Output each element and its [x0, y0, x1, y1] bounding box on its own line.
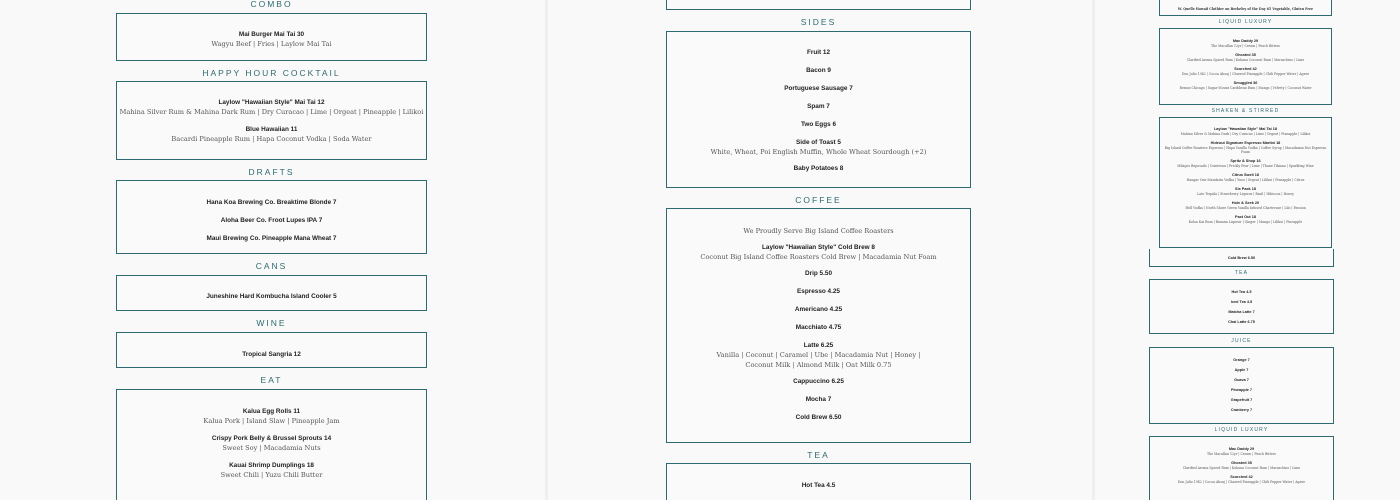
drafts-box [116, 180, 427, 254]
item-name: Latte 6.25 [803, 342, 834, 349]
menu-item: Aloha Beer Co. Froot Lupes IPA 7 [220, 217, 323, 224]
cold-brew-box [1149, 249, 1334, 267]
menu-item [1160, 81, 1331, 90]
menu-item: Tropical Sangria 12 [242, 351, 301, 358]
menu-item [1150, 447, 1333, 456]
menu-item [1160, 127, 1331, 136]
item-name: Crispy Pork Belly & Brussel Sprouts 14 [211, 435, 332, 442]
item-name: Laylow "Hawaiian Style" Cold Brew 8 [762, 244, 875, 251]
section-title-happy-hour: HAPPY HOUR COCKTAIL [202, 68, 341, 78]
menu-page-2 [548, 0, 1092, 500]
section-title-combo: COMBO [250, 0, 293, 9]
item-name: Pact Out 18 [1235, 215, 1256, 219]
coffee-intro: We Proudly Serve Big Island Coffee Roasters [743, 227, 894, 235]
section-title-drafts: DRAFTS [248, 167, 295, 177]
menu-page-4 [1095, 249, 1400, 500]
menu-item [1150, 461, 1333, 470]
item-name: Kauai Shrimp Dumplings 18 [229, 462, 314, 469]
item-name: Hideout Signature Espresso Martini 18 [1210, 141, 1281, 145]
section-title-cans: CANS [255, 261, 288, 271]
item-desc: Vanilla | Coconut | Caramel | Ube | Macadamia Nut | Honey | [716, 351, 921, 359]
item-desc: Hell Vodka | North Shore Green Vanilla Infused Chartreuse | Lilo | Passion [1185, 206, 1306, 210]
item-desc: Kalua Pork | Island Slaw | Pineapple Jam [203, 417, 340, 425]
tea-box [666, 463, 971, 500]
coffee-box [666, 208, 971, 443]
wine-box [116, 332, 427, 368]
menu-item [1160, 201, 1331, 210]
section-title-tea: TEA [807, 450, 830, 460]
item-desc: Clarified Aroma Spiced Rum | Kohana Coconut Rum | Maraschino | Lime [1186, 58, 1305, 62]
item-desc: Mahina Silver Rum & Mahina Dark Rum | Dry Curacao | Lime | Orgeat | Pineapple | Lilikoi [119, 108, 424, 116]
top-box [1159, 0, 1332, 16]
item-desc: Coconut Milk | Almond Milk | Oat Milk 0.75 [745, 361, 892, 369]
menu-item [117, 31, 426, 48]
menu-item: Hot Tea 4.5 [1231, 290, 1252, 294]
menu-item: Baby Potatoes 8 [793, 165, 844, 172]
item-desc: Sweet Soy | Macadamia Nuts [222, 444, 321, 452]
menu-item [117, 462, 426, 479]
menu-item [1160, 141, 1331, 154]
menu-item: Espresso 4.25 [797, 288, 840, 295]
menu-item [1150, 475, 1333, 484]
section-title-tea: TEA [1234, 270, 1249, 276]
item-desc: The Macallan 12yr | Cream | Peach Bitters [1207, 452, 1276, 456]
section-title-shaken-stirred: SHAKEN & STIRRED [1211, 108, 1280, 114]
item-name: Six Pack 18 [1235, 187, 1256, 191]
juice-box [1149, 347, 1334, 424]
section-title-liquid-luxury-2: LIQUID LUXURY [1214, 427, 1269, 433]
item-name: Laylow "Hawaiian Style" Mai Tai 18 [1213, 127, 1278, 131]
menu-item [1160, 67, 1331, 76]
item-desc: Hangar One Mandarin Vodka | Yuzu | Orgeat | Lilikoi | Pineapple | Citrus [1186, 178, 1305, 182]
previous-section-box [666, 0, 971, 10]
item-desc: Coconut Big Island Coffee Roasters Cold Brew | Macadamia Nut Foam [700, 253, 937, 261]
menu-item [667, 342, 970, 369]
item-desc: White, Wheat, Poi English Muffin, Whole Wheat Sourdough (+2) [710, 148, 927, 156]
item-name: Kalua Egg Rolls 11 [242, 408, 301, 415]
menu-item: Pineapple 7 [1230, 388, 1253, 392]
item-desc: Bacardi Pineapple Rum | Hapa Coconut Vodka | Soda Water [171, 135, 372, 143]
item-name: Mac Daddy 29 [1232, 39, 1259, 43]
item-desc: Mahina Silver & Mahina Dark | Dry Curacao | Lime | Orgeat | Pineapple | Lilikoi [1180, 132, 1311, 136]
item-name: Blue Hawaiian 11 [245, 126, 298, 133]
shaken-stirred-box [1159, 117, 1332, 248]
item-name: Scorched 42 [1234, 67, 1257, 71]
item-name: Mai Burger Mai Tai 30 [238, 31, 305, 38]
menu-item: Macchiato 4.75 [795, 324, 842, 331]
menu-item: Grapefruit 7 [1230, 398, 1253, 402]
item-desc: Clarified Aroma Spiced Rum | Kohana Coconut Rum | Maraschino | Lime [1182, 466, 1301, 470]
menu-item: Hot Tea 4.5 [801, 482, 836, 489]
menu-item [117, 435, 426, 452]
item-name: Side of Toast 5 [796, 139, 841, 146]
menu-item: Cappuccino 6.25 [793, 378, 844, 385]
section-title-coffee: COFFEE [795, 195, 842, 205]
eat-box [116, 389, 427, 500]
menu-item: Chai Latte 6.75 [1228, 320, 1255, 324]
section-title-wine: WINE [256, 318, 287, 328]
item-desc: Don Julio 1942 | Cocoa Ahoaj | Charred Pineapple | Chili Pepper Water | Agave [1181, 72, 1310, 76]
menu-item: Matcha Latte 7 [1228, 310, 1255, 314]
section-title-liquid-luxury: LIQUID LUXURY [1218, 19, 1273, 25]
liquid-luxury-box [1159, 28, 1332, 105]
menu-item: Iced Tea 4.5 [1230, 300, 1253, 304]
menu-item: Two Eggs 6 [800, 121, 837, 128]
menu-item: Cold Brew 6.50 [795, 414, 842, 421]
item-name: Mac Daddy 29 [1228, 447, 1255, 451]
menu-item [1160, 53, 1331, 62]
item-desc: Big Island Coffee Roasters Espresso | Hapa Vanilla Vodka | Coffee Syrup | Macadamia Nut Espresso Foam [1164, 146, 1327, 154]
item-name: Spritz & Shop 16 [1230, 159, 1261, 163]
combo-box [116, 13, 427, 61]
item-desc: The Macallan 12yr | Cream | Peach Bitters [1211, 44, 1280, 48]
menu-item [1160, 173, 1331, 182]
menu-item [117, 126, 426, 143]
menu-item: Spam 7 [807, 103, 830, 110]
sides-box [666, 31, 971, 188]
item-name: Hole & Seek 20 [1231, 201, 1260, 205]
item-desc: Remus Chicago | Sugar Mount Caribbean Rum | Mango | Velvety | Coconut Water [1179, 86, 1312, 90]
menu-page-1 [0, 0, 545, 500]
menu-item: Guava 7 [1234, 378, 1249, 382]
top-line: W. Quelle Hawaii Clothier on Berkeley of the Day 65 Vegetable, Gluten Free [1177, 7, 1314, 11]
menu-item: Maui Brewing Co. Pineapple Mana Wheat 7 [206, 235, 337, 242]
section-title-eat: EAT [260, 375, 283, 385]
menu-item [1160, 159, 1331, 168]
item-desc: Wagyu Beef | Fries | Laylow Mai Tai [211, 40, 332, 48]
happy-hour-box [116, 81, 427, 160]
item-desc: Late Tequila | Strawberry Liqueur | Basil | Hibiscus | Honey [1197, 192, 1294, 196]
menu-item: Hana Koa Brewing Co. Breaktime Blonde 7 [206, 199, 337, 206]
menu-item: Portuguese Sausage 7 [784, 85, 853, 92]
liquid-luxury-box-2 [1149, 436, 1334, 500]
item-name: Laylow "Hawaiian Style" Mai Tai 12 [218, 99, 325, 106]
item-name: Ghosted 35 [1235, 53, 1256, 57]
menu-item [1160, 215, 1331, 224]
menu-item: Cold Brew 6.50 [1227, 256, 1256, 260]
menu-item [667, 139, 970, 156]
item-name: Scorched 42 [1230, 475, 1253, 479]
item-name: Citrus Swell 18 [1231, 173, 1259, 177]
menu-item: Apple 7 [1234, 368, 1249, 372]
item-desc: Koloa Kai Rum | Banana Liqueur | Ginger | Mango | Lilikoi | Pineapple [1188, 220, 1303, 224]
menu-item: Cranberry 7 [1230, 408, 1253, 412]
menu-item: Drip 5.50 [805, 270, 832, 277]
menu-item [1160, 39, 1331, 48]
item-desc: Sweet Chili | Yuzu Chili Butter [220, 471, 323, 479]
item-name: Smuggled 36 [1233, 81, 1258, 85]
item-name: Ghosted 35 [1231, 461, 1252, 465]
item-desc: Don Julio 1942 | Cocoa Ahoaj | Charred Pineapple | Chili Pepper Water | Agave [1177, 480, 1306, 484]
menu-item: Americano 4.25 [794, 306, 843, 313]
menu-item: Fruit 12 [806, 49, 831, 56]
menu-item [1160, 187, 1331, 196]
menu-item [117, 408, 426, 425]
menu-item [667, 244, 970, 261]
section-title-sides: SIDES [800, 17, 837, 27]
menu-item: Orange 7 [1233, 358, 1250, 362]
tea-box [1149, 279, 1334, 334]
cans-box [116, 275, 427, 311]
menu-item: Bacon 9 [806, 67, 831, 74]
section-title-juice: JUICE [1231, 338, 1252, 344]
menu-item: Juneshine Hard Kombucha Island Cooler 5 [206, 293, 337, 300]
menu-item [117, 99, 426, 116]
menu-item: Mocha 7 [805, 396, 832, 403]
item-desc: Milagro Reposado | Cointreau | Prickly Pear | Lime | Thane Tikiana | Sparkling Wine [1177, 164, 1314, 168]
